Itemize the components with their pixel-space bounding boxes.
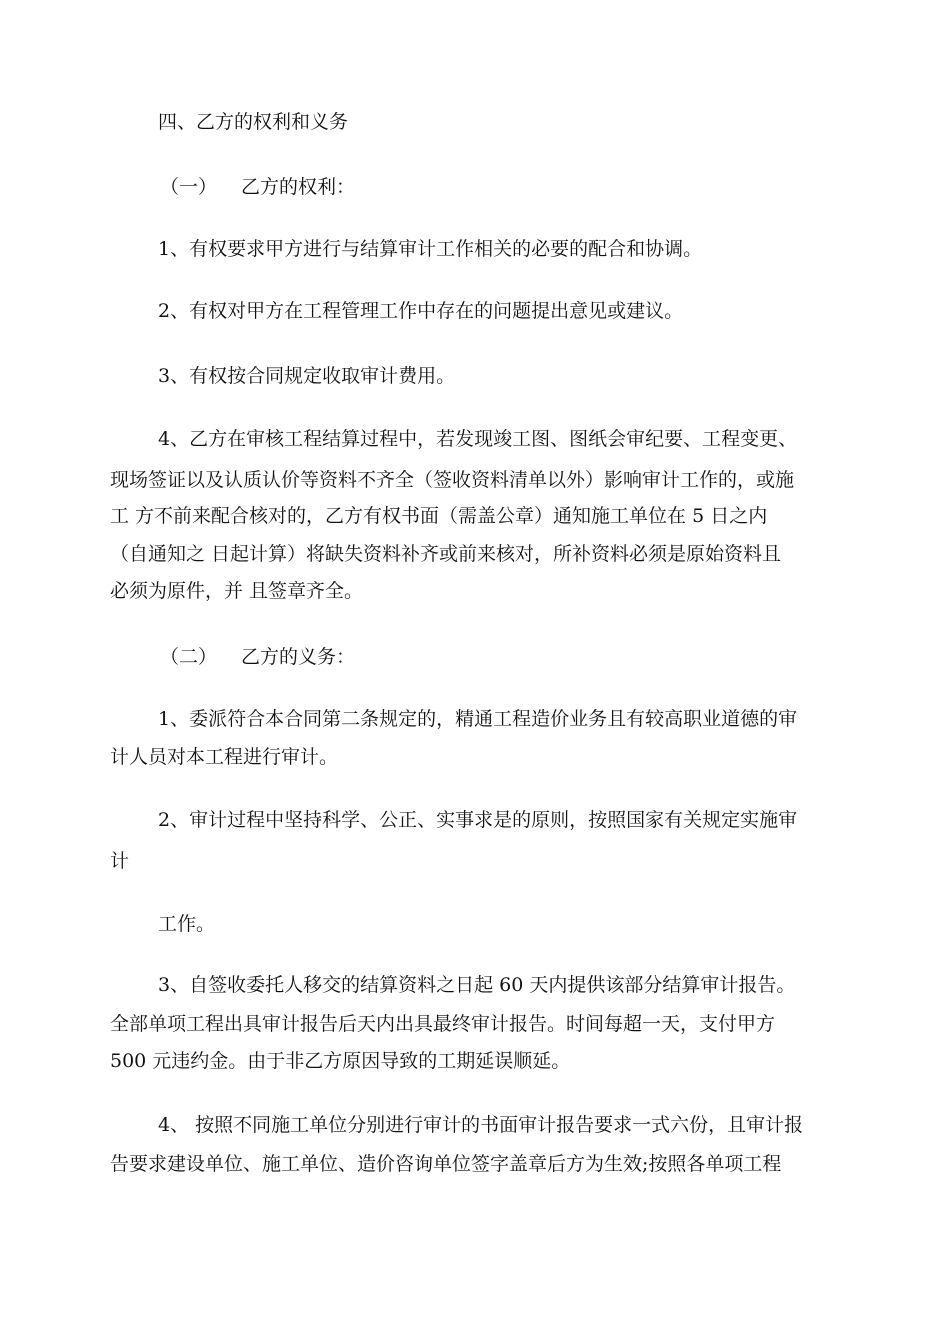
duties-item-2-line-1: 2、审计过程中坚持科学、公正、实事求是的原则，按照国家有关规定实施审 [158,809,798,831]
rights-item-1: 1、有权要求甲方进行与结算审计工作相关的必要的配合和协调。 [158,238,703,260]
duties-item-1-line-1: 1、委派符合本合同第二条规定的，精通工程造价业务且有较高职业道德的审 [158,708,798,730]
duties-item-2-continuation: 工作。 [158,913,216,935]
duties-item-1-line-2: 计人员对本工程进行审计。 [110,746,339,768]
section-title: 四、乙方的权利和义务 [158,111,349,133]
rights-item-4-line-5: 必须为原件，并 且签章齐全。 [110,580,364,602]
rights-item-3: 3、有权按合同规定收取审计费用。 [158,365,456,387]
rights-heading [160,175,355,199]
rights-item-4-line-2: 现场签证以及认质认价等资料不齐全（签收资料清单以外）影响审计工作的，或施 [110,469,795,491]
rights-heading-number: （一） [160,176,218,198]
duties-item-3-line-1: 3、自签收委托人移交的结算资料之日起 60 天内提供该部分结算审计报告。 [158,974,796,996]
rights-item-4-line-1: 4、乙方在审核工程结算过程中，若发现竣工图、图纸会审纪要、工程变更、 [158,428,798,450]
duties-item-3-line-2: 全部单项工程出具审计报告后天内出具最终审计报告。时间每超一天，支付甲方 [110,1013,776,1035]
duties-heading-text: 乙方的义务： [241,646,356,668]
rights-item-2: 2、有权对甲方在工程管理工作中存在的问题提出意见或建议。 [158,300,684,322]
duties-item-4-line-1: 4、 按照不同施工单位分别进行审计的书面审计报告要求一式六份，且审计报 [158,1114,804,1136]
duties-item-2-line-2: 计 [110,850,130,872]
rights-item-4-line-4: （自通知之 日起计算）将缺失资料补齐或前来核对，所补资料必须是原始资料且 [110,543,782,565]
duties-item-4-line-2: 告要求建设单位、施工单位、造价咨询单位签字盖章后方为生效;按照各单项工程 [110,1153,782,1175]
rights-item-4-line-3: 工 方不前来配合核对的，乙方有权书面（需盖公章）通知施工单位在 5 日之内 [110,505,768,527]
duties-heading [160,645,355,669]
rights-heading-text: 乙方的权利： [241,176,356,198]
duties-item-3-line-3: 500 元违约金。由于非乙方原因导致的工期延误顺延。 [110,1050,571,1072]
duties-heading-number: （二） [160,646,218,668]
